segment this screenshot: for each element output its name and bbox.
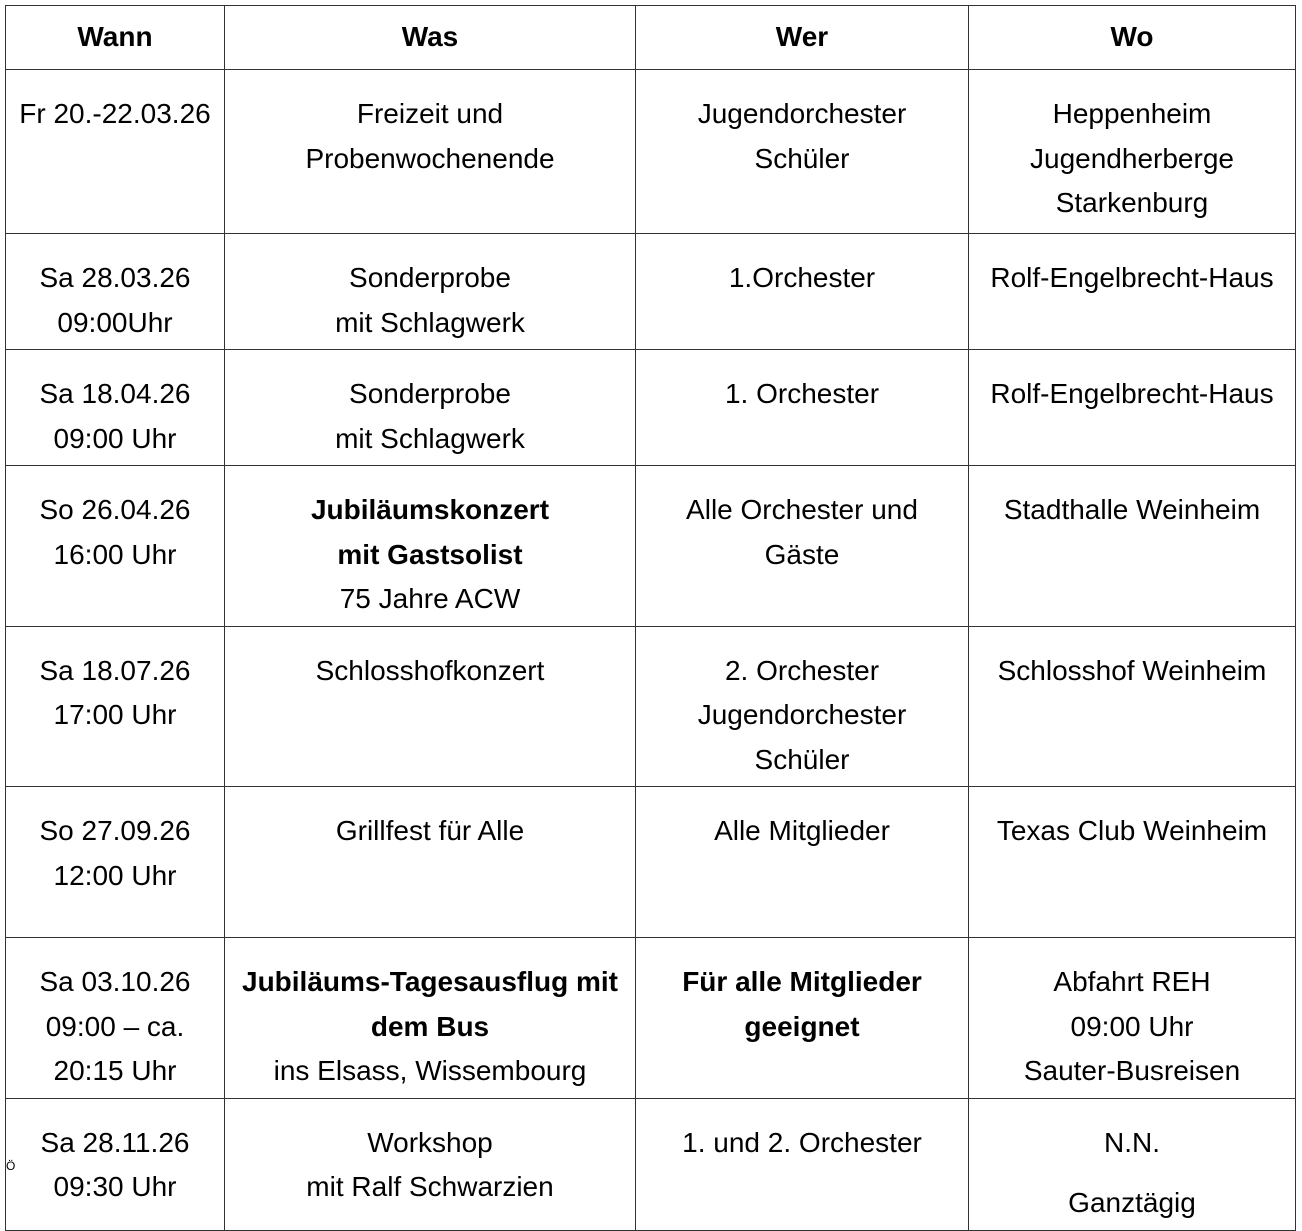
table-row [6, 234, 1296, 350]
cell-wann [6, 1098, 225, 1230]
cell-wo [969, 350, 1296, 466]
cell-wo [969, 1098, 1296, 1230]
cell-wo [969, 938, 1296, 1099]
event-text: mit Ralf Schwarzien [306, 1171, 554, 1202]
footer-fragment: Ö [6, 1159, 16, 1173]
table-row [6, 466, 1296, 627]
cell-was [225, 466, 636, 627]
location-text: Stadthalle Weinheim [1003, 494, 1261, 525]
cell-wo [969, 626, 1296, 787]
cell-wo [969, 787, 1296, 938]
location-text: 09:00 Uhr [1070, 1010, 1194, 1042]
cell-was [225, 938, 636, 1099]
cell-wer [636, 70, 969, 234]
cell-wer [636, 466, 969, 627]
cell-wo [969, 70, 1296, 234]
event-title: Jubiläums-Tagesausflug mit [242, 966, 618, 997]
event-text: Schlosshofkonzert [315, 654, 545, 686]
location-text: Ganztägig [1068, 1187, 1196, 1218]
location-text: Heppenheim [1052, 98, 1212, 129]
event-text: Grillfest für Alle [335, 815, 525, 846]
events-table [5, 5, 1296, 1231]
table-row [6, 938, 1296, 1099]
participants-text: Gäste [764, 538, 840, 570]
event-title: mit Gastsolist [337, 538, 523, 570]
participants-text: Jugendorchester [697, 98, 907, 129]
location-text: Schlosshof Weinheim [997, 654, 1267, 686]
time-text: 12:00 Uhr [53, 859, 177, 891]
participants-text: geeignet [744, 1010, 860, 1042]
header-wer: Wer [636, 6, 969, 70]
time-text: 20:15 Uhr [53, 1055, 177, 1086]
event-text: 75 Jahre ACW [339, 583, 521, 614]
time-text: 17:00 Uhr [53, 699, 177, 730]
cell-wann [6, 234, 225, 350]
location-text: Rolf-Engelbrecht-Haus [990, 378, 1274, 409]
location-text: Abfahrt REH [1053, 966, 1211, 997]
event-text: ins Elsass, Wissembourg [273, 1055, 587, 1086]
cell-wann [6, 787, 225, 938]
cell-wann [6, 466, 225, 627]
location-text: Starkenburg [1055, 187, 1209, 218]
location-text: N.N. [1104, 1126, 1160, 1158]
event-text: Sonderprobe [349, 378, 511, 409]
time-text: 09:00Uhr [57, 306, 173, 338]
event-text: Workshop [367, 1126, 493, 1158]
cell-was [225, 1098, 636, 1230]
table-row [6, 1098, 1296, 1230]
participants-text: 1. Orchester [724, 378, 880, 409]
date-text: Sa 18.07.26 [39, 654, 191, 686]
header-row [6, 6, 1296, 70]
participants-text: Schüler [754, 142, 850, 174]
event-text: Freizeit und [356, 98, 504, 129]
participants-text: Für alle Mitglieder [682, 966, 922, 997]
cell-wann [6, 70, 225, 234]
cell-was [225, 787, 636, 938]
cell-was [225, 234, 636, 350]
date-text: Sa 28.11.26 [40, 1126, 190, 1158]
participants-text: Jugendorchester [697, 699, 907, 730]
date-text: Sa 03.10.26 [39, 966, 191, 997]
event-text: Probenwochenende [305, 142, 555, 174]
cell-was [225, 350, 636, 466]
time-text: 09:00 Uhr [53, 422, 177, 454]
participants-text: 1.Orchester [728, 262, 876, 293]
location-text: Sauter-Busreisen [1023, 1055, 1241, 1086]
time-text: 09:30 Uhr [53, 1171, 177, 1202]
header-wann: Wann [6, 6, 225, 70]
cell-wer [636, 350, 969, 466]
header-wo: Wo [969, 6, 1296, 70]
date-text: So 26.04.26 [39, 494, 191, 525]
cell-wann [6, 938, 225, 1099]
cell-was [225, 70, 636, 234]
table-row [6, 70, 1296, 234]
participants-text: 1. und 2. Orchester [682, 1126, 922, 1158]
cell-wer [636, 626, 969, 787]
date-text: Sa 18.04.26 [39, 378, 191, 409]
participants-text: Alle Mitglieder [714, 815, 890, 846]
cell-wer [636, 787, 969, 938]
event-text: mit Schlagwerk [335, 422, 525, 454]
date-text: So 27.09.26 [39, 815, 191, 846]
cell-wann [6, 626, 225, 787]
event-title: dem Bus [370, 1010, 490, 1042]
event-title: Jubiläumskonzert [310, 494, 550, 525]
cell-wo [969, 466, 1296, 627]
table-row [6, 350, 1296, 466]
cell-wer [636, 234, 969, 350]
location-text: Jugendherberge [1030, 142, 1234, 174]
cell-wer [636, 1098, 969, 1230]
event-text: mit Schlagwerk [335, 306, 525, 338]
participants-text: 2. Orchester [724, 654, 880, 686]
participants-text: Schüler [754, 743, 850, 775]
time-text: 16:00 Uhr [53, 538, 177, 570]
header-was: Was [225, 6, 636, 70]
participants-text: Alle Orchester und [686, 494, 918, 525]
time-text: 09:00 – ca. [45, 1010, 185, 1042]
table-row [6, 787, 1296, 938]
cell-was [225, 626, 636, 787]
location-text: Rolf-Engelbrecht-Haus [990, 262, 1274, 293]
date-text: Sa 28.03.26 [39, 262, 191, 293]
cell-wann [6, 350, 225, 466]
date-text: Fr 20.-22.03.26 [19, 98, 211, 129]
event-text: Sonderprobe [349, 262, 511, 293]
cell-wer [636, 938, 969, 1099]
cell-wo [969, 234, 1296, 350]
location-text: Texas Club Weinheim [996, 815, 1268, 846]
table-row [6, 626, 1296, 787]
